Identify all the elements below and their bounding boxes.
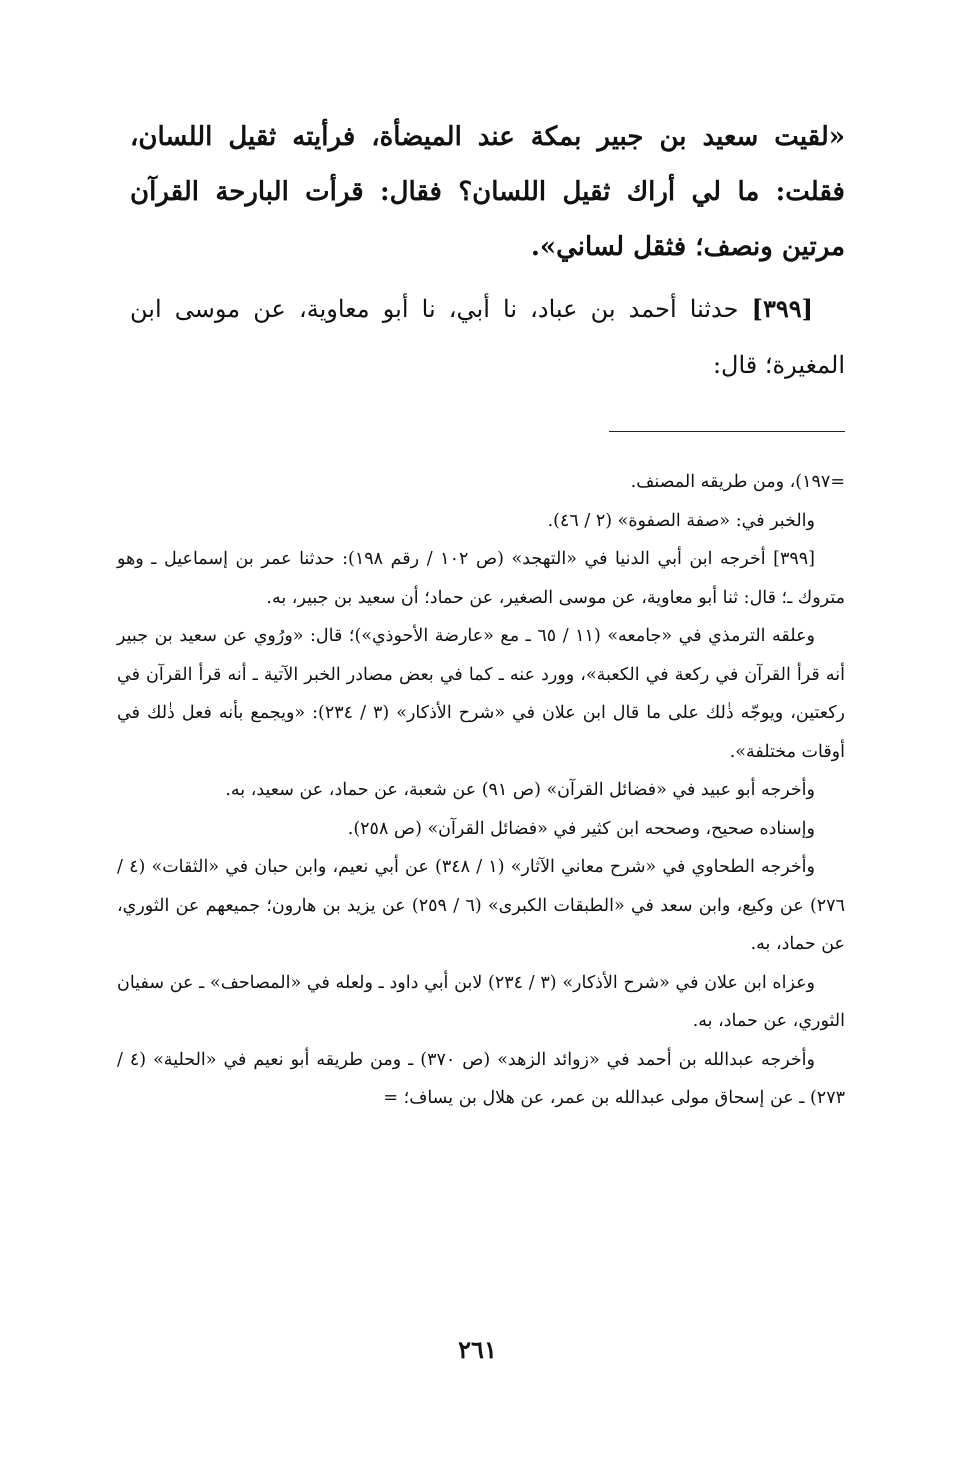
footnote-continuation: =١٩٧)، ومن طريقه المصنف. (630, 472, 845, 492)
footnote-paragraph: وعزاه ابن علان في «شرح الأذكار» (٣ / ٢٣٤) لابن أبي داود ـ ولعله في «المصاحف» ـ عن سفيان الثوري، عن حماد، به. (117, 972, 845, 1031)
footnote-paragraph: وأخرجه أبو عبيد في «فضائل القرآن» (ص ٩١) عن شعبة، عن حماد، عن سعيد، به. (225, 780, 815, 800)
footnote-paragraph: وعلقه الترمذي في «جامعه» (١١ / ٦٥ ـ مع «عارضة الأحوذي»)؛ قال: «ورُوي عن سعيد بن جبير أنه قرأ القرآن في ركعة في الكعبة»، وورد عنه ـ كما في بعض مصادر الخبر الآتية ـ أنه قرأ القرآن في ركعتين، ويوجّه ذٰلك على ما قال ابن علان في «شرح الأذكار» (٣ / ٢٣٤): «ويجمع بأنه فعل ذٰلك في أوقات مختلفة». (117, 626, 845, 762)
footnote-paragraph: وأخرجه الطحاوي في «شرح معاني الآثار» (١ / ٣٤٨) عن أبي نعيم، وابن حبان في «الثقات» (٤ / ٢٧٦) عن وكيع، وابن سعد في «الطبقات الكبرى» (٦ / ٢٥٩) عن يزيد بن هارون؛ جميعهم عن الثوري، عن حماد، به. (117, 857, 845, 954)
entry-number: [٣٩٩] (751, 294, 813, 323)
footnote-separator (609, 431, 845, 432)
quote-paragraph: «لقيت سعيد بن جبير بمكة عند الميضأة، فرأيته ثقيل اللسان، فقلت: ما لي أراك ثقيل اللسان؟ فقال: قرأت البارحة القرآن مرتين ونصف؛ فثقل لساني». (130, 122, 845, 262)
entry-399-paragraph (130, 281, 845, 393)
entry-text: حدثنا أحمد بن عباد، نا أبي، نا أبو معاوية، عن موسى ابن المغيرة؛ قال: (130, 295, 845, 379)
footnote-paragraph: وأخرجه عبدالله بن أحمد في «زوائد الزهد» (ص ٣٧٠) ـ ومن طريقه أبو نعيم في «الحلية» (٤ / ٢٧٣) ـ عن إسحاق مولى عبدالله بن عمر، عن هلال بن يساف؛ = (117, 1049, 845, 1108)
footnote-paragraph: [٣٩٩] أخرجه ابن أبي الدنيا في «التهجد» (ص ١٠٢ / رقم ١٩٨): حدثنا عمر بن إسماعيل ـ وهو متروك ـ؛ قال: ثنا أبو معاوية، عن موسى الصغير، عن حماد؛ أن سعيد بن جبير، به. (117, 549, 845, 608)
main-text (130, 110, 845, 393)
page-number: ٢٦١ (458, 1335, 497, 1364)
footnotes (117, 463, 845, 1118)
footnote-paragraph: وإسناده صحيح، وصححه ابن كثير في «فضائل القرآن» (ص ٢٥٨). (347, 818, 815, 839)
footnote-paragraph: والخبر في: «صفة الصفوة» (٢ / ٤٦). (547, 510, 815, 531)
